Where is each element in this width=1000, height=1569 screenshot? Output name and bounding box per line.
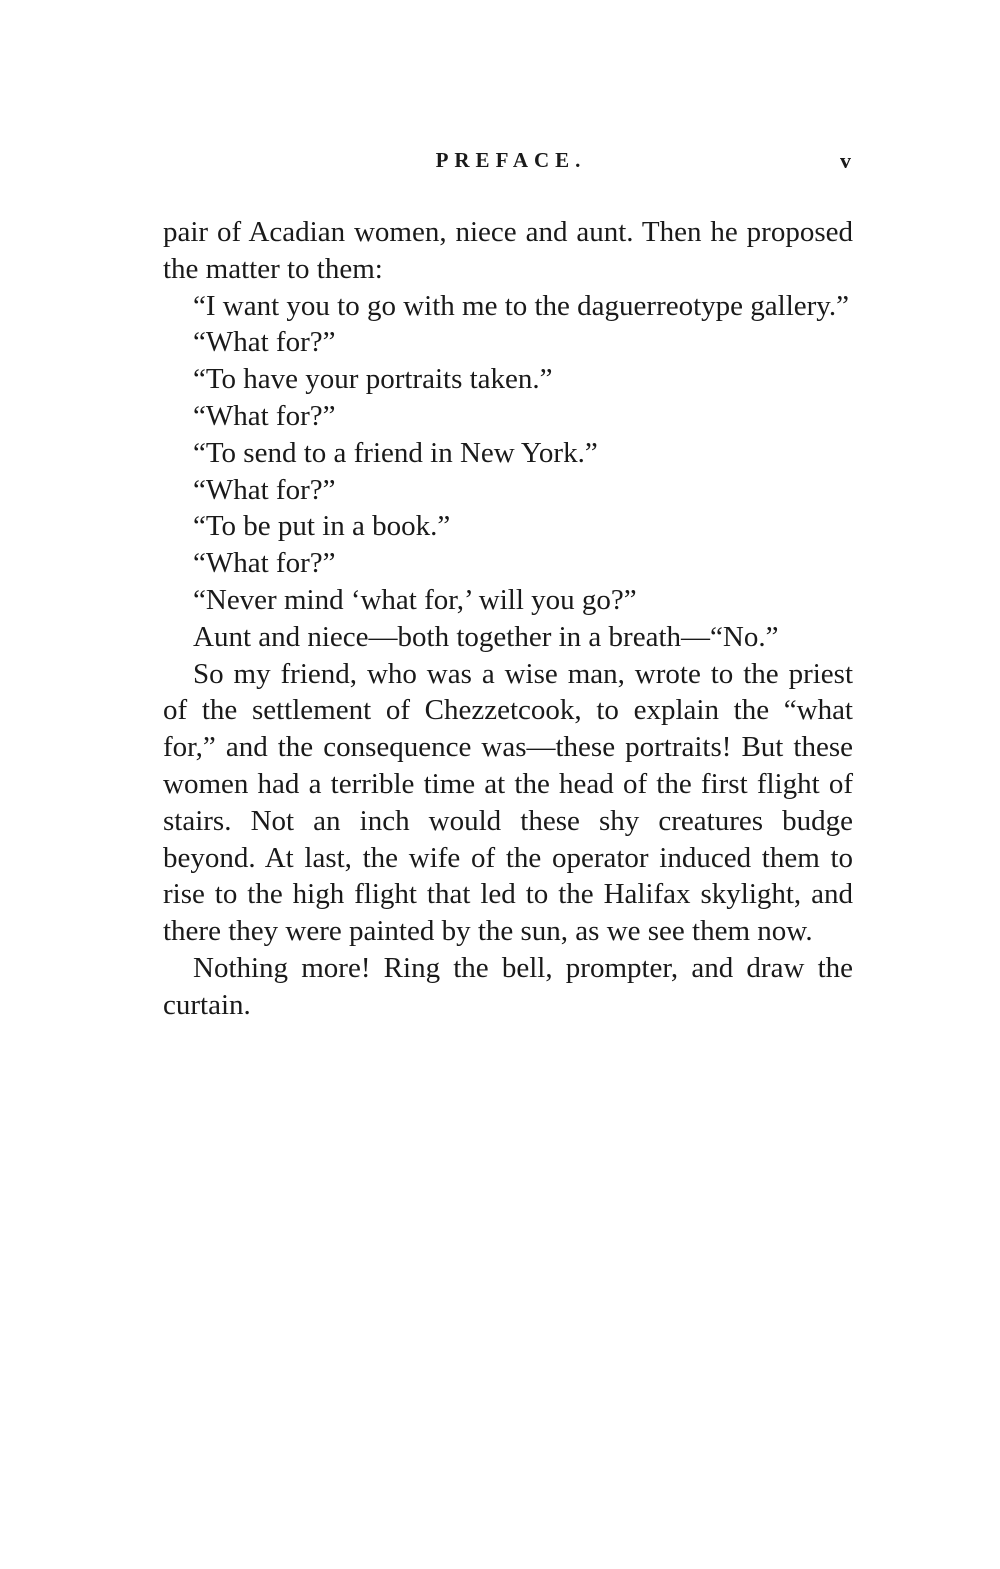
paragraph: So my friend, who was a wise man, wrote to the priest of the settlement of Chezzetcook, to explain the “what for,” and the consequence was—these portraits! But these women had a terrible time at the head of the first flight of stairs. Not an inch would these shy creatures budge beyond. At last, the wife of the operator induced them to rise to the high flight that led to the Halifax skylight, and there they were painted by the sun, as we see them now. xyxy=(163,657,853,948)
paragraph: “I want you to go with me to the daguerreotype gallery.” xyxy=(193,289,850,322)
body-text xyxy=(163,214,853,1024)
paragraph: “What for?” xyxy=(193,326,336,359)
page-number: v xyxy=(840,148,851,173)
paragraph: “Never mind ‘what for,’ will you go?” xyxy=(193,583,637,616)
paragraph: “To send to a friend in New York.” xyxy=(193,436,598,469)
running-head xyxy=(163,148,853,180)
paragraph: “What for?” xyxy=(193,399,336,432)
paragraph: pair of Acadian women, niece and aunt. Then he proposed the matter to them: xyxy=(163,216,853,285)
running-title: PREFACE. xyxy=(435,148,587,172)
paragraph: Aunt and niece—both together in a breath—“No.” xyxy=(193,620,779,653)
paragraph: “To be put in a book.” xyxy=(193,510,451,543)
paragraph: Nothing more! Ring the bell, prompter, and draw the curtain. xyxy=(163,951,853,1021)
paragraph: “What for?” xyxy=(193,547,336,580)
paragraph: “To have your portraits taken.” xyxy=(193,363,553,396)
paragraph: “What for?” xyxy=(193,473,336,506)
